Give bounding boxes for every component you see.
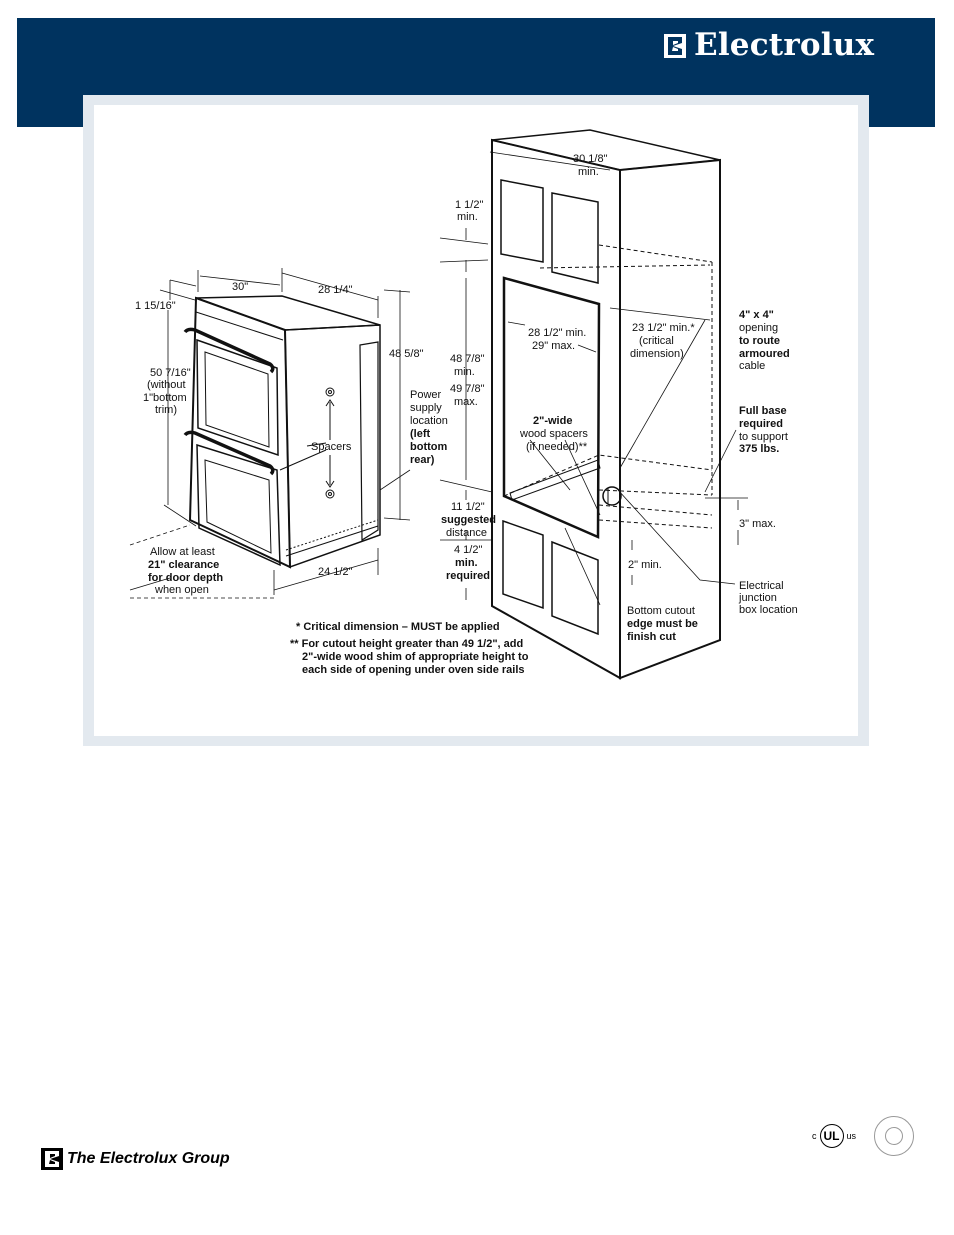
full-base-3: to support (739, 431, 788, 443)
cutout-edge-1: Bottom cutout (627, 605, 695, 617)
oven-drawing (185, 296, 380, 567)
dim-2-min: 2" min. (628, 559, 662, 571)
dim-oven-height-2: (without (147, 379, 186, 391)
full-base-4: 375 lbs. (739, 443, 780, 455)
certification-seal-icon (874, 1116, 914, 1156)
cutout-edge-2: edge must be (627, 618, 698, 630)
dim-cab-width-1: 30 1/8" (573, 153, 608, 165)
opening-3: to route (739, 335, 780, 347)
dim-trim: 1 15/16" (135, 300, 176, 312)
clearance-label-3: for door depth (148, 572, 224, 584)
dim-cut-width-1: 28 1/2" min. (528, 327, 587, 339)
dim-oven-height-total: 48 5/8" (389, 348, 424, 360)
dim-oven-width: 30" (232, 281, 249, 293)
suggested-3: distance (446, 527, 487, 539)
junction-3: box location (739, 604, 798, 616)
power-label-2: supply (410, 402, 442, 414)
min-required-3: required (446, 570, 491, 582)
junction-1: Electrical (739, 580, 784, 592)
wood-spacers-2: wood spacers (520, 428, 588, 440)
opening-4: armoured (739, 348, 790, 360)
opening-2: opening (739, 322, 779, 334)
full-base-1: Full base (739, 405, 787, 417)
opening-5: cable (739, 360, 766, 372)
wood-spacers-1: 2"-wide (533, 415, 573, 427)
dim-3-max: 3" max. (739, 518, 776, 530)
dim-cut-height-1: 48 7/8" (450, 353, 485, 365)
dim-oven-height-4: trim) (155, 404, 177, 416)
electrolux-group-icon (41, 1148, 63, 1170)
clearance-label-4: when open (155, 584, 209, 596)
dim-oven-height-3: 1"bottom (143, 392, 187, 404)
dim-gap-1: 1 1/2" (455, 199, 484, 211)
footer-group-logo (41, 1148, 230, 1170)
power-label-3: location (410, 415, 448, 427)
full-base-2: required (739, 418, 784, 430)
min-required-2: min. (455, 557, 478, 569)
min-required-1: 4 1/2" (454, 544, 483, 556)
note-shim-3: each side of opening under oven side rails (302, 664, 525, 676)
cutout-edge-3: finish cut (627, 631, 676, 643)
spacers-label: Spacers (311, 441, 352, 453)
dim-cut-height-2: min. (454, 366, 475, 378)
dim-cut-height-4: max. (454, 396, 478, 408)
dim-cut-width-2: 29" max. (532, 340, 576, 352)
cabinet-drawing (492, 130, 720, 678)
power-label-4: (left (410, 428, 431, 440)
note-shim-1: ** For cutout height greater than 49 1/2", add (290, 638, 524, 650)
wood-spacers-3: (if needed)** (526, 441, 588, 453)
power-label-5: bottom (410, 441, 448, 453)
ul-us-label: us (846, 1131, 857, 1141)
dim-oven-base: 24 1/2" (318, 566, 353, 578)
footer-group-name: The Electrolux Group (67, 1150, 230, 1167)
power-label-1: Power (410, 389, 442, 401)
dim-depth-3: dimension) (630, 348, 684, 360)
dim-oven-depth: 28 1/4" (318, 284, 353, 296)
dim-depth-2: (critical (639, 335, 674, 347)
seal-inner-icon (885, 1127, 903, 1145)
dim-cut-height-3: 49 7/8" (450, 383, 485, 395)
ul-certification (812, 1124, 856, 1148)
note-shim-2: 2"-wide wood shim of appropriate height to (302, 651, 529, 663)
junction-2: junction (739, 592, 777, 604)
brand-name: Electrolux (694, 27, 875, 63)
dim-gap-2: min. (457, 211, 478, 223)
clearance-label-1: Allow at least (150, 546, 215, 558)
power-label-6: rear) (410, 454, 435, 466)
suggested-1: 11 1/2" (451, 501, 485, 513)
clearance-label-2: 21" clearance (148, 559, 220, 571)
note-critical: * Critical dimension – MUST be applied (296, 621, 500, 633)
dim-depth-1: 23 1/2" min.* (632, 322, 695, 334)
ul-c-label: c (812, 1131, 817, 1141)
dim-oven-height-1: 50 7/16" (150, 367, 191, 379)
suggested-2: suggested (441, 514, 497, 526)
ul-logo-icon: UL (820, 1124, 844, 1148)
dim-cab-width-2: min. (578, 166, 599, 178)
opening-1: 4" x 4" (739, 309, 774, 321)
